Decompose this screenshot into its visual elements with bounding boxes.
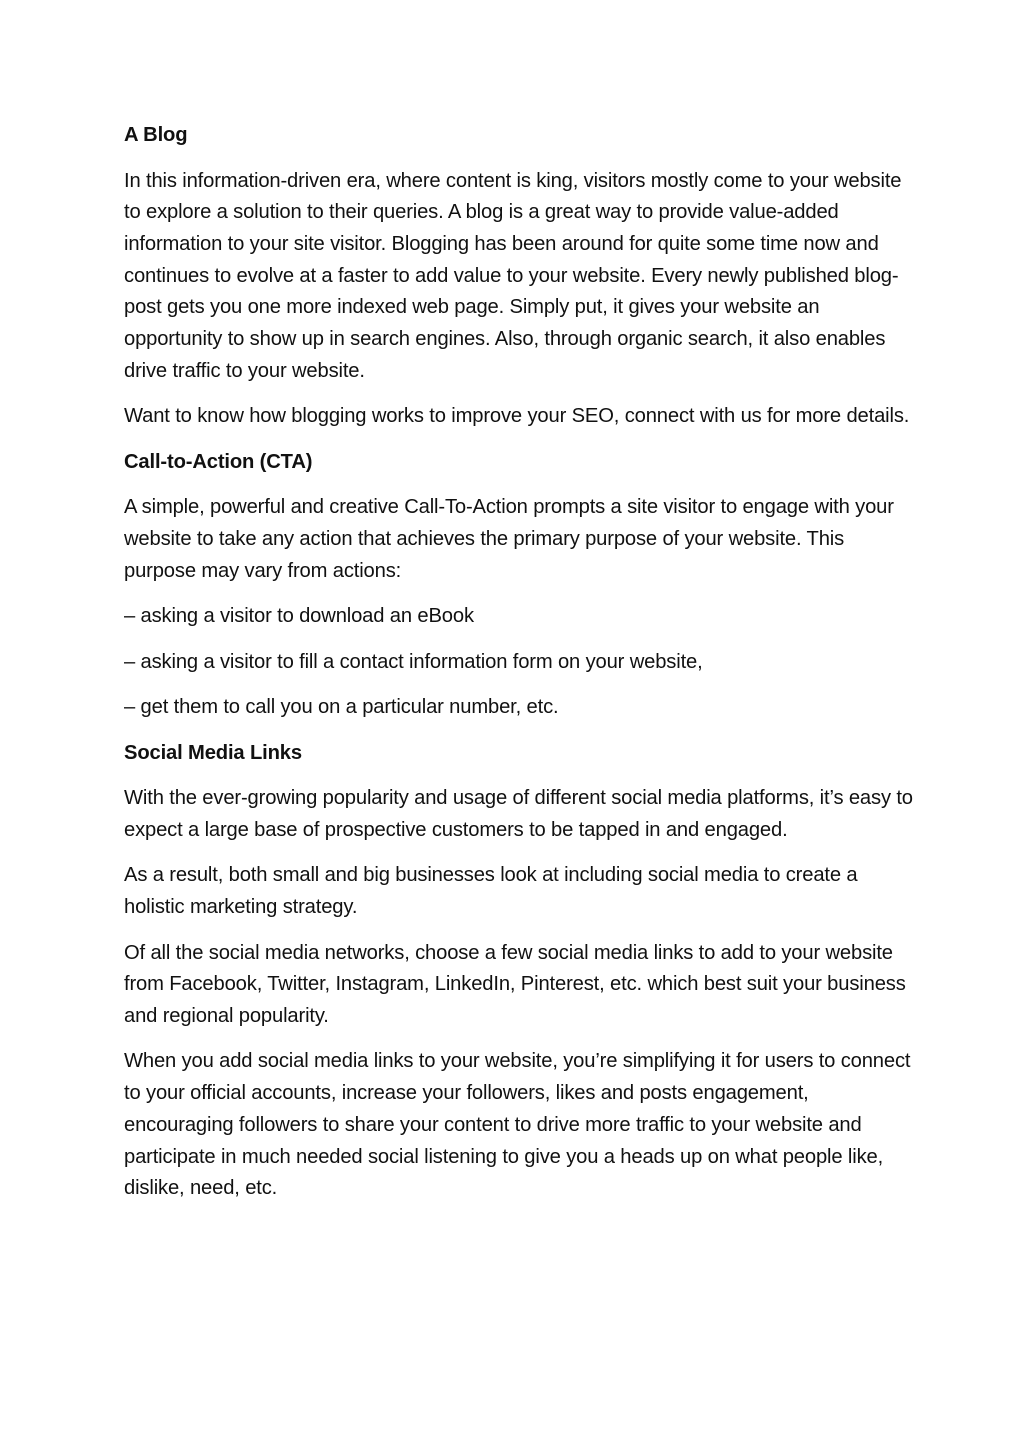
cta-list-item-contact-form: – asking a visitor to fill a contact information form on your website, bbox=[124, 650, 703, 673]
cta-intro-paragraph: A simple, powerful and creative Call-To-Action prompts a site visitor to engage with your website to take any action that achieves the primary purpose of your website. This purpose may vary from actions: bbox=[124, 496, 894, 582]
cta-list-item-ebook: – asking a visitor to download an eBook bbox=[124, 605, 474, 628]
document-page bbox=[124, 120, 914, 1219]
blog-intro-paragraph: In this information-driven era, where content is king, visitors mostly come to your website to explore a solution to their queries. A blog is a great way to provide value-added information to your site visitor. Blogging has been around for quite some time now and continues to evolve at a faster to add value to your website. Every newly published blog-post gets you one more indexed web page. Simply put, it gives your website an opportunity to show up in search engines. Also, through organic search, it also enables drive traffic to your website. bbox=[124, 169, 902, 382]
social-networks-paragraph: Of all the social media networks, choose a few social media links to add to your website from Facebook, Twitter, Instagram, LinkedIn, Pinterest, etc. which best suit your business and regional popularity. bbox=[124, 941, 906, 1027]
heading-call-to-action: Call-to-Action (CTA) bbox=[124, 450, 313, 473]
social-popularity-paragraph: With the ever-growing popularity and usage of different social media platforms, it’s easy to expect a large base of prospective customers to be tapped in and engaged. bbox=[124, 787, 913, 841]
blog-seo-paragraph: Want to know how blogging works to improve your SEO, connect with us for more details. bbox=[124, 405, 910, 428]
cta-list-item-call: – get them to call you on a particular number, etc. bbox=[124, 696, 559, 719]
social-strategy-paragraph: As a result, both small and big businesses look at including social media to create a holistic marketing strategy. bbox=[124, 864, 858, 919]
social-benefits-paragraph: When you add social media links to your website, you’re simplifying it for users to connect to your official accounts, increase your followers, likes and posts engagement, encouraging followers to share your content to drive more traffic to your website and participate in much needed social listening to give you a heads up on what people like, dislike, need, etc. bbox=[124, 1050, 911, 1200]
heading-a-blog: A Blog bbox=[124, 124, 188, 146]
heading-social-media-links: Social Media Links bbox=[124, 741, 302, 764]
